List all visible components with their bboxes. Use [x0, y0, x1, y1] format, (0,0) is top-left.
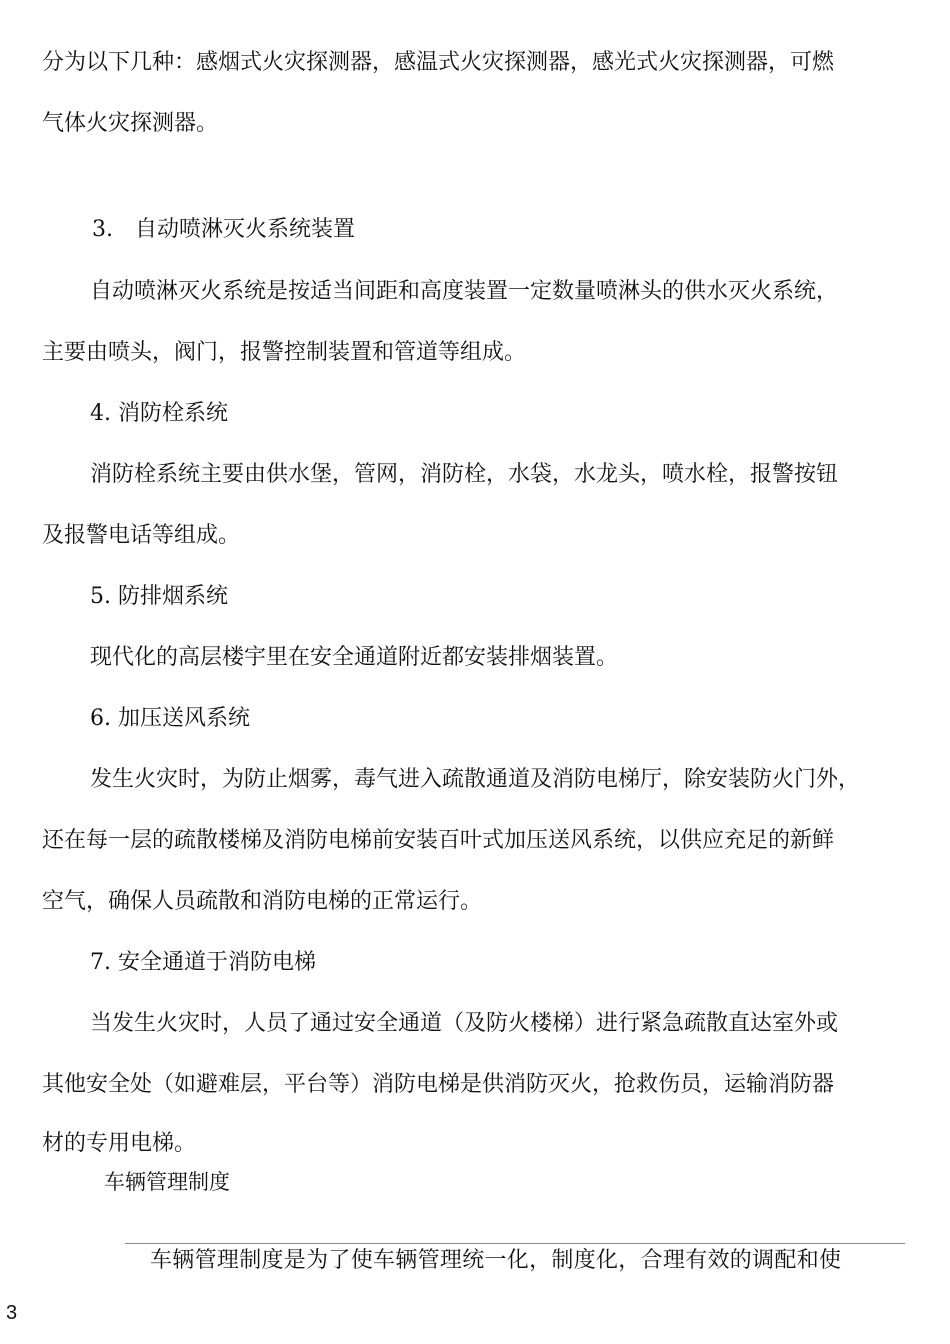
section-heading-7: 7. 安全通道于消防电梯	[90, 950, 316, 975]
section-heading-6: 6. 加压送风系统	[90, 706, 250, 731]
paragraph-line: 还在每一层的疏散楼梯及消防电梯前安装百叶式加压送风系统，以供应充足的新鲜	[42, 828, 835, 853]
page-number: 3	[6, 1302, 18, 1324]
paragraph-line: 发生火灾时，为防止烟雾，毒气进入疏散通道及消防电梯厅，除安装防火门外，	[90, 767, 861, 792]
footer-divider	[125, 1243, 905, 1244]
section-heading-3	[92, 215, 355, 245]
paragraph-line: 自动喷淋灭火系统是按适当间距和高度装置一定数量喷淋头的供水灭火系统，	[90, 279, 839, 304]
paragraph-line: 主要由喷头，阀门，报警控制装置和管道等组成。	[42, 340, 527, 365]
section-title: 车辆管理制度	[104, 1170, 230, 1194]
heading-number: 3.	[92, 217, 113, 242]
paragraph-line: 当发生火灾时，人员了通过安全通道（及防火楼梯）进行紧急疏散直达室外或	[90, 1011, 839, 1036]
paragraph-line: 空气，确保人员疏散和消防电梯的正常运行。	[42, 889, 483, 914]
heading-text: 自动喷淋灭火系统装置	[135, 217, 356, 242]
paragraph-line: 气体火灾探测器。	[42, 111, 219, 136]
paragraph-line: 及报警电话等组成。	[42, 523, 241, 548]
paragraph-line: 分为以下几种：感烟式火灾探测器，感温式火灾探测器，感光式火灾探测器，可燃	[42, 50, 835, 75]
section-heading-4: 4. 消防栓系统	[90, 401, 228, 426]
section-heading-5: 5. 防排烟系统	[90, 584, 228, 609]
paragraph-line: 消防栓系统主要由供水堡，管网，消防栓，水袋，水龙头，喷水栓，报警按钮	[90, 462, 839, 487]
paragraph-line: 其他安全处（如避难层，平台等）消防电梯是供消防灭火，抢救伤员，运输消防器	[42, 1072, 835, 1097]
paragraph-line: 材的专用电梯。	[42, 1131, 197, 1156]
paragraph-line: 现代化的高层楼宇里在安全通道附近都安装排烟装置。	[90, 645, 619, 670]
footer-paragraph-line: 车辆管理制度是为了使车辆管理统一化，制度化，合理有效的调配和使	[150, 1248, 842, 1273]
